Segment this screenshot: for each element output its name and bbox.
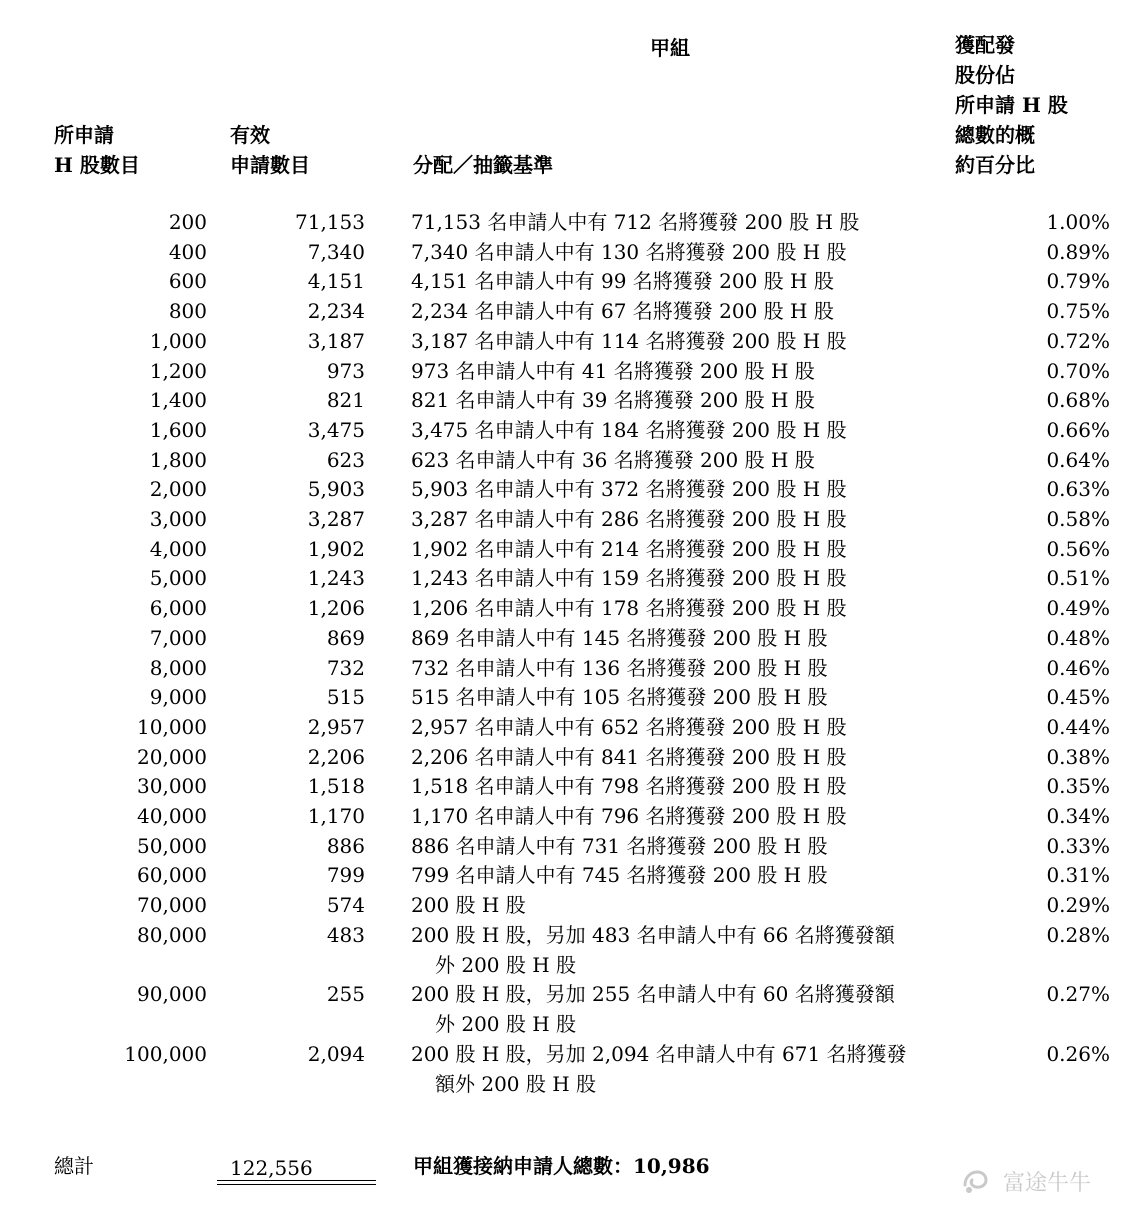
percentage-cell: 0.49% <box>1046 596 1110 621</box>
shares-applied-cell: 50,000 <box>137 833 207 858</box>
basis-cell <box>411 653 941 683</box>
basis-line: 515 名申請人中有 105 名將獲發 200 股 H 股 <box>411 685 828 710</box>
basis-line: 869 名申請人中有 145 名將獲發 200 股 H 股 <box>411 625 828 650</box>
basis-line: 1,243 名申請人中有 159 名將獲發 200 股 H 股 <box>411 566 847 591</box>
shares-applied-cell: 20,000 <box>137 744 207 769</box>
shares-applied-cell: 3,000 <box>149 507 207 531</box>
shares-applied-cell: 800 <box>168 299 207 324</box>
basis-cell <box>411 534 941 564</box>
basis-line: 200 股 H 股，另加 255 名申請人中有 60 名將獲發額 <box>411 982 895 1007</box>
basis-cell <box>411 801 941 831</box>
total-label: 總計 <box>54 1154 94 1178</box>
percentage-cell: 0.68% <box>1046 388 1110 413</box>
percentage-cell: 0.46% <box>1046 655 1110 680</box>
header-basis <box>413 150 553 180</box>
basis-line: 1,206 名申請人中有 178 名將獲發 200 股 H 股 <box>411 596 847 621</box>
shares-applied-cell: 1,400 <box>149 388 207 413</box>
basis-line: 7,340 名申請人中有 130 名將獲發 200 股 H 股 <box>411 239 847 264</box>
percentage-cell: 0.48% <box>1046 625 1110 650</box>
basis-line: 4,151 名申請人中有 99 名將獲發 200 股 H 股 <box>411 269 834 294</box>
basis-cell <box>411 385 941 415</box>
shares-applied-cell: 2,000 <box>149 477 207 502</box>
basis-line: 1,518 名申請人中有 798 名將獲發 200 股 H 股 <box>411 774 847 799</box>
basis-cell <box>411 296 941 326</box>
basis-line: 3,475 名申請人中有 184 名將獲發 200 股 H 股 <box>411 417 847 442</box>
header-valid-applications-line: 有效 <box>230 123 270 147</box>
valid-applications-cell: 71,153 <box>295 210 365 234</box>
group-heading-text: 甲組 <box>650 36 690 60</box>
basis-line: 2,957 名申請人中有 652 名將獲發 200 股 H 股 <box>411 714 847 739</box>
shares-applied-cell: 1,600 <box>149 417 207 442</box>
basis-cell <box>411 563 941 593</box>
percentage-cell: 0.34% <box>1046 804 1110 828</box>
basis-line: 1,902 名申請人中有 214 名將獲發 200 股 H 股 <box>411 536 847 561</box>
valid-applications-cell: 2,234 <box>307 299 365 324</box>
percentage-cell: 0.89% <box>1046 239 1110 264</box>
percentage-cell: 0.35% <box>1046 774 1110 799</box>
basis-line: 200 股 H 股，另加 483 名申請人中有 66 名將獲發額 <box>411 922 895 947</box>
basis-cell <box>411 445 941 475</box>
valid-applications-cell: 623 <box>326 447 365 472</box>
basis-cell <box>411 504 941 534</box>
basis-cell <box>411 682 941 712</box>
header-percentage-line: 股份佔 <box>955 63 1015 87</box>
basis-line: 973 名申請人中有 41 名將獲發 200 股 H 股 <box>411 358 815 383</box>
header-shares-applied-line: 所申請 <box>54 123 114 147</box>
shares-applied-cell: 100,000 <box>124 1041 207 1066</box>
basis-cell <box>411 860 941 890</box>
basis-line: 71,153 名申請人中有 712 名將獲發 200 股 H 股 <box>411 210 860 234</box>
valid-applications-cell: 255 <box>326 982 365 1007</box>
shares-applied-cell: 60,000 <box>137 863 207 888</box>
percentage-cell: 0.58% <box>1046 507 1110 531</box>
total-value: 122,556 <box>230 1156 313 1180</box>
header-shares-applied-line: H 股數目 <box>54 153 140 177</box>
shares-applied-cell: 70,000 <box>137 893 207 918</box>
total-double-rule-bottom <box>217 1184 376 1185</box>
header-percentage-line: 獲配發 <box>955 33 1015 57</box>
basis-cell <box>411 237 941 267</box>
basis-cell <box>411 415 941 445</box>
valid-applications-cell: 2,957 <box>307 714 365 739</box>
valid-applications-cell: 7,340 <box>307 239 365 264</box>
basis-line: 799 名申請人中有 745 名將獲發 200 股 H 股 <box>411 863 828 888</box>
shares-applied-cell: 8,000 <box>149 655 207 680</box>
total-accepted-applicants: 甲組獲接納申請人總數：10,986 <box>413 1154 710 1178</box>
percentage-cell: 0.27% <box>1046 982 1110 1007</box>
header-basis-text: 分配／抽籤基準 <box>413 153 553 177</box>
percentage-cell: 0.66% <box>1046 417 1110 442</box>
valid-applications-cell: 973 <box>326 358 365 383</box>
basis-line: 732 名申請人中有 136 名將獲發 200 股 H 股 <box>411 655 828 680</box>
basis-line: 886 名申請人中有 731 名將獲發 200 股 H 股 <box>411 833 828 858</box>
basis-line: 200 股 H 股 <box>411 893 526 918</box>
basis-line: 821 名申請人中有 39 名將獲發 200 股 H 股 <box>411 388 815 413</box>
valid-applications-cell: 4,151 <box>307 269 365 294</box>
percentage-cell: 0.28% <box>1046 922 1110 947</box>
valid-applications-cell: 3,475 <box>307 417 365 442</box>
header-percentage-line: 總數的概 <box>955 123 1035 147</box>
valid-applications-cell: 2,206 <box>307 744 365 769</box>
basis-line: 623 名申請人中有 36 名將獲發 200 股 H 股 <box>411 447 815 472</box>
valid-applications-cell: 869 <box>326 625 365 650</box>
shares-applied-cell: 10,000 <box>137 714 207 739</box>
valid-applications-cell: 574 <box>326 893 365 918</box>
valid-applications-cell: 1,902 <box>307 536 365 561</box>
valid-applications-cell: 3,287 <box>307 507 365 531</box>
valid-applications-cell: 1,206 <box>307 596 365 621</box>
shares-applied-cell: 9,000 <box>149 685 207 710</box>
percentage-cell: 0.45% <box>1046 685 1110 710</box>
basis-line: 外 200 股 H 股 <box>435 952 577 977</box>
basis-cell <box>411 712 941 742</box>
shares-applied-cell: 90,000 <box>137 982 207 1007</box>
shares-applied-cell: 40,000 <box>137 804 207 828</box>
header-shares-applied <box>54 120 140 180</box>
percentage-cell: 0.72% <box>1046 328 1110 353</box>
percentage-cell: 0.29% <box>1046 893 1110 918</box>
basis-cell <box>411 356 941 386</box>
valid-applications-cell: 483 <box>326 922 365 947</box>
futu-logo-icon <box>960 1167 990 1197</box>
shares-applied-cell: 1,800 <box>149 447 207 472</box>
basis-line: 200 股 H 股，另加 2,094 名申請人中有 671 名將獲發 <box>411 1041 907 1066</box>
basis-line: 3,287 名申請人中有 286 名將獲發 200 股 H 股 <box>411 507 847 531</box>
total-double-rule-top <box>217 1180 376 1181</box>
basis-cell <box>411 593 941 623</box>
valid-applications-cell: 732 <box>326 655 365 680</box>
percentage-cell: 1.00% <box>1046 210 1110 234</box>
basis-cell <box>411 623 941 653</box>
percentage-cell: 0.64% <box>1046 447 1110 472</box>
valid-applications-cell: 1,170 <box>307 804 365 828</box>
percentage-cell: 0.44% <box>1046 714 1110 739</box>
shares-applied-cell: 400 <box>168 239 207 264</box>
percentage-cell: 0.79% <box>1046 269 1110 294</box>
percentage-cell: 0.56% <box>1046 536 1110 561</box>
percentage-cell: 0.33% <box>1046 833 1110 858</box>
basis-cell <box>411 742 941 772</box>
header-valid-applications <box>230 120 310 180</box>
basis-cell <box>411 890 941 920</box>
percentage-cell: 0.38% <box>1046 744 1110 769</box>
basis-line: 2,234 名申請人中有 67 名將獲發 200 股 H 股 <box>411 299 834 324</box>
watermark-text: 富途牛牛 <box>1003 1171 1092 1196</box>
percentage-cell: 0.70% <box>1046 358 1110 383</box>
percentage-cell: 0.51% <box>1046 566 1110 591</box>
valid-applications-cell: 515 <box>326 685 365 710</box>
basis-cell <box>411 266 941 296</box>
valid-applications-cell: 3,187 <box>307 328 365 353</box>
basis-cell <box>411 979 941 1039</box>
basis-cell <box>411 207 941 237</box>
header-percentage-line: 約百分比 <box>955 153 1035 177</box>
shares-applied-cell: 1,000 <box>149 328 207 353</box>
basis-line: 1,170 名申請人中有 796 名將獲發 200 股 H 股 <box>411 804 847 828</box>
valid-applications-cell: 821 <box>326 388 365 413</box>
shares-applied-cell: 600 <box>168 269 207 294</box>
basis-cell <box>411 920 941 980</box>
percentage-cell: 0.63% <box>1046 477 1110 502</box>
basis-line: 額外 200 股 H 股 <box>435 1071 597 1096</box>
basis-line: 5,903 名申請人中有 372 名將獲發 200 股 H 股 <box>411 477 847 502</box>
header-percentage <box>955 30 1068 180</box>
watermark <box>960 1166 1091 1197</box>
percentage-cell: 0.31% <box>1046 863 1110 888</box>
header-valid-applications-line: 申請數目 <box>230 153 310 177</box>
valid-applications-cell: 886 <box>326 833 365 858</box>
shares-applied-cell: 30,000 <box>137 774 207 799</box>
basis-cell <box>411 474 941 504</box>
percentage-cell: 0.75% <box>1046 299 1110 324</box>
shares-applied-cell: 4,000 <box>149 536 207 561</box>
basis-line: 3,187 名申請人中有 114 名將獲發 200 股 H 股 <box>411 328 847 353</box>
valid-applications-cell: 799 <box>326 863 365 888</box>
percentage-cell: 0.26% <box>1046 1041 1110 1066</box>
valid-applications-cell: 1,518 <box>307 774 365 799</box>
basis-line: 2,206 名申請人中有 841 名將獲發 200 股 H 股 <box>411 744 847 769</box>
shares-applied-cell: 6,000 <box>149 596 207 621</box>
shares-applied-cell: 80,000 <box>137 922 207 947</box>
group-heading <box>650 33 690 63</box>
basis-cell <box>411 1039 941 1099</box>
basis-line: 外 200 股 H 股 <box>435 1012 577 1037</box>
header-percentage-line: 所申請 H 股 <box>955 93 1068 117</box>
basis-cell <box>411 831 941 861</box>
shares-applied-cell: 1,200 <box>149 358 207 383</box>
valid-applications-cell: 1,243 <box>307 566 365 591</box>
basis-cell <box>411 326 941 356</box>
shares-applied-cell: 5,000 <box>149 566 207 591</box>
basis-cell <box>411 771 941 801</box>
valid-applications-cell: 2,094 <box>307 1041 365 1066</box>
shares-applied-cell: 7,000 <box>149 625 207 650</box>
valid-applications-cell: 5,903 <box>307 477 365 502</box>
shares-applied-cell: 200 <box>168 210 207 234</box>
